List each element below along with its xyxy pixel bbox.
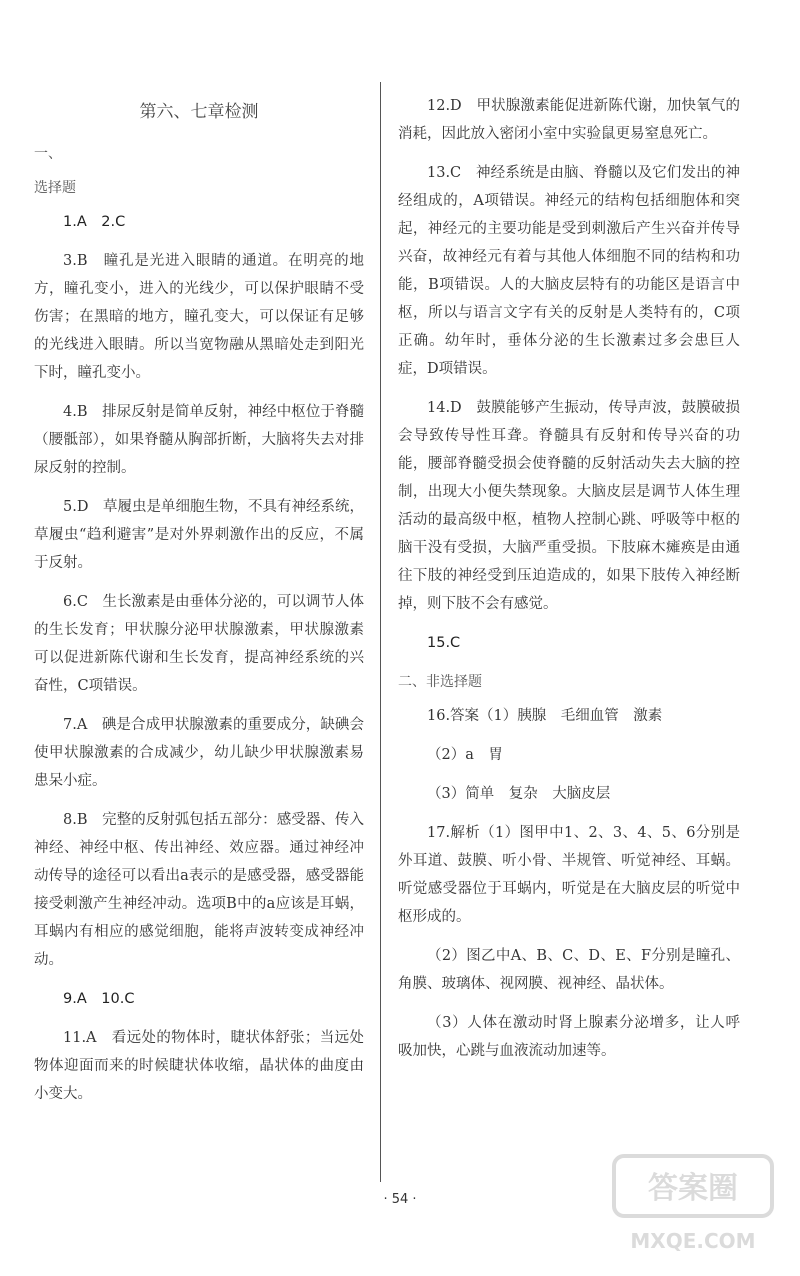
answer-9-10: 9.A 10.C xyxy=(63,991,135,1007)
answer-17-2: （2）图乙中A、B、C、D、E、F分别是瞳孔、角膜、玻璃体、视网膜、视神经、晶状体。 xyxy=(398,948,740,992)
answer-1-2: 1.A 2.C xyxy=(63,214,126,230)
svg-text:答案圈: 答案圈 xyxy=(648,1171,738,1206)
answer-7: 7.A 碘是合成甲状腺激素的重要成分，缺碘会使甲状腺激素的合成减少，幼儿缺少甲状腺激素易患呆小症。 xyxy=(34,717,364,789)
answer-13: 13.C 神经系统是由脑、脊髓以及它们发出的神经组成的，A项错误。神经元的结构包括细胞体和突起，神经元的主要功能是受到刺激后产生兴奋并传导兴奋，故神经元有着与其他人体细胞不同的结构和功能，B项错误。人的大脑皮层特有的功能区是语言中枢，所以与语言文字有关的反射是人类特有的，C项正确。幼年时，垂体分泌的生长激素过多会患巨人症，D项错误。 xyxy=(398,165,740,377)
left-column xyxy=(34,90,364,1119)
answer-16-1: 16.答案（1）胰腺 毛细血管 激素 xyxy=(427,708,663,724)
answer-16-2: （2）a 胃 xyxy=(427,747,503,763)
column-divider xyxy=(380,82,381,1182)
answer-15: 15.C xyxy=(427,635,461,651)
section-heading-choice: 选择题 xyxy=(34,180,76,196)
answer-16-3: （3）简单 复杂 大脑皮层 xyxy=(427,786,611,802)
section-heading-nonchoice: 二、非选择题 xyxy=(398,674,482,690)
watermark-text: MXQE.COM xyxy=(630,1229,756,1253)
page-number: · 54 · xyxy=(383,1192,417,1207)
answer-3: 3.B 瞳孔是光进入眼睛的通道。在明亮的地方，瞳孔变小，进入的光线少，可以保护眼睛不受伤害；在黑暗的地方，瞳孔变大，可以保证有足够的光线进入眼睛。所以当宽物融从黑暗处走到阳光下时，瞳孔变小。 xyxy=(34,253,364,381)
answer-14: 14.D 鼓膜能够产生振动，传导声波，鼓膜破损会导致传导性耳聋。脊髓具有反射和传导兴奋的功能，腰部脊髓受损会使脊髓的反射活动失去大脑的控制，出现大小便失禁现象。大脑皮层是调节人体生理活动的最高级中枢，植物人控制心跳、呼吸等中枢的脑干没有受损，大脑严重受损。下肢麻木瘫痪是由通往下肢的神经受到压迫造成的，如果下肢传入神经断掉，则下肢不会有感觉。 xyxy=(398,400,740,612)
answer-12: 12.D 甲状腺激素能促进新陈代谢，加快氧气的消耗，因此放入密闭小室中实验鼠更易窒息死亡。 xyxy=(398,98,740,142)
section-number-1: 一、 xyxy=(34,146,62,162)
answer-4: 4.B 排尿反射是简单反射，神经中枢位于脊髓（腰骶部），如果脊髓从胸部折断，大脑将失去对排尿反射的控制。 xyxy=(34,404,364,476)
answer-17-1: 17.解析（1）图甲中1、2、3、4、5、6分别是外耳道、鼓膜、听小骨、半规管、听觉神经、耳蜗。听觉感受器位于耳蜗内，听觉是在大脑皮层的听觉中枢形成的。 xyxy=(398,825,740,925)
answer-17-3: （3）人体在激动时肾上腺素分泌增多，让人呼吸加快，心跳与血液流动加速等。 xyxy=(398,1015,740,1059)
answer-5: 5.D 草履虫是单细胞生物，不具有神经系统，草履虫“趋利避害”是对外界刺激作出的反应，不属于反射。 xyxy=(34,499,364,571)
answer-8: 8.B 完整的反射弧包括五部分：感受器、传入神经、神经中枢、传出神经、效应器。通过神经冲动传导的途径可以看出a表示的是感受器，感受器能接受刺激产生神经冲动。选项B中的a应该是耳蜗，耳蜗内有相应的感觉细胞，能将声波转变成神经冲动。 xyxy=(34,812,364,968)
answer-6: 6.C 生长激素是由垂体分泌的，可以调节人体的生长发育；甲状腺分泌甲状腺激素，甲状腺激素可以促进新陈代谢和生长发育，提高神经系统的兴奋性，C项错误。 xyxy=(34,594,364,694)
answer-11: 11.A 看远处的物体时，睫状体舒张；当远处物体迎面而来的时候睫状体收缩，晶状体的曲度由小变大。 xyxy=(34,1030,364,1102)
page-title: 第六、七章检测 xyxy=(139,102,259,122)
right-column xyxy=(398,92,740,1076)
watermark-logo xyxy=(608,1150,778,1260)
